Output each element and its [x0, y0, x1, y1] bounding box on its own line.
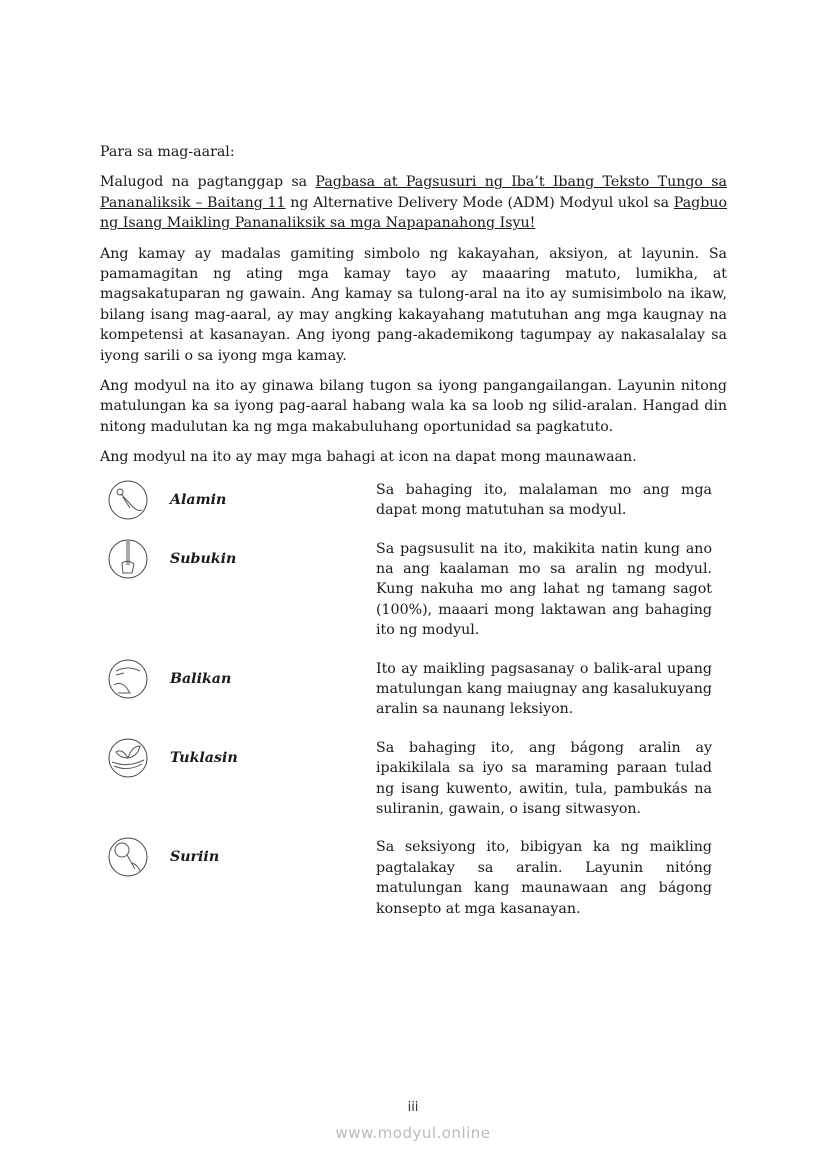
- section-row-balikan: [100, 659, 727, 720]
- greeting: Para sa mag-aaral:: [100, 144, 235, 160]
- page-number: iii: [407, 1100, 419, 1115]
- section-description: Sa bahaging ito, malalaman mo ang mga dapat mong matutuhan sa modyul.: [376, 481, 712, 519]
- page-content: [100, 142, 727, 937]
- hands-puzzle-icon: [108, 659, 148, 699]
- section-label: Balikan: [170, 670, 232, 687]
- paragraph-hands: Ang kamay ay madalas gamiting simbolo ng kakayahan, aksiyon, at layunin. Sa pamamagitan ng ating mga kamay tayo ay maaaring matuto, lumikha, at magsakatuparan ng gawain. Ang kamay sa tulong-aral na ito ay sumisimbolo na ikaw, bilang isang mag-aaral, ay may angking kakayahang matutuhan ang mga kaugnay na kompetensi at kasanayan. Ang iyong pang-akademikong tagumpay ay nakasalalay sa iyong sarili o sa iyong mga kamay.: [100, 245, 727, 364]
- paragraph-parts: Ang modyul na ito ay may mga bahagi at icon na dapat mong maunawaan.: [100, 449, 637, 466]
- section-label: Alamin: [170, 491, 227, 508]
- intro-paragraph: [100, 172, 727, 233]
- section-description: Ito ay maikling pagsasanay o balik-aral upang matulungan kang maiugnay ang kasalukuyang aralin sa naunang leksiyon.: [376, 660, 712, 718]
- section-row-subukin: [100, 539, 727, 641]
- section-label: Subukin: [170, 550, 237, 567]
- section-row-suriin: [100, 837, 727, 919]
- paragraph-purpose: Ang modyul na ito ay ginawa bilang tugon sa iyong pangangailangan. Layunin nitong matulungan ka sa iyong pag-aaral habang wala ka sa loob ng silid-aralan. Hangad din nitong madulutan ka ng mga makabuluhang oportunidad sa pagkatuto.: [100, 378, 727, 435]
- section-description: Sa pagsusulit na ito, makikita natin kung ano na ang kaalaman mo sa aralin ng modyul. Kung nakuha mo ang lahat ng tamang sagot (100%), maaari mong laktawan ang bahaging ito ng modyul.: [376, 540, 712, 639]
- hand-pencil-icon: [108, 539, 148, 579]
- section-row-tuklasin: [100, 738, 727, 820]
- watermark: www.modyul.online: [335, 1124, 491, 1142]
- intro-text: ng Alternative Delivery Mode (ADM) Modyul ukol sa: [285, 194, 674, 211]
- hand-pointing-icon: [108, 480, 148, 520]
- section-description: Sa seksiyong ito, bibigyan ka ng maikling pagtalakay sa aralin. Layunin nitóng matulungan kang maunawaan ang bágong konsepto at mga kasanayan.: [376, 839, 712, 917]
- section-row-alamin: [100, 480, 727, 521]
- module-topic: Pagbuo ng Isang Maikling Pananaliksik sa mga Napapanahong Isyu!: [100, 194, 727, 232]
- magnifying-glass-icon: [108, 837, 148, 877]
- hands-plant-icon: [108, 738, 148, 778]
- section-list: [100, 480, 727, 919]
- intro-text: Malugod na pagtanggap sa: [100, 174, 316, 191]
- section-label: Suriin: [170, 849, 220, 866]
- section-description: Sa bahaging ito, ang bágong aralin ay ipakikilala sa iyo sa maraming paraan tulad ng isang kuwento, awitin, tula, pambukás na suliranin, gawain, o isang sitwasyon.: [376, 739, 712, 817]
- section-label: Tuklasin: [170, 749, 238, 766]
- subject-title: Pagbasa at Pagsusuri ng Iba’t Ibang Teksto Tungo sa Pananaliksik – Baitang 11: [100, 174, 727, 211]
